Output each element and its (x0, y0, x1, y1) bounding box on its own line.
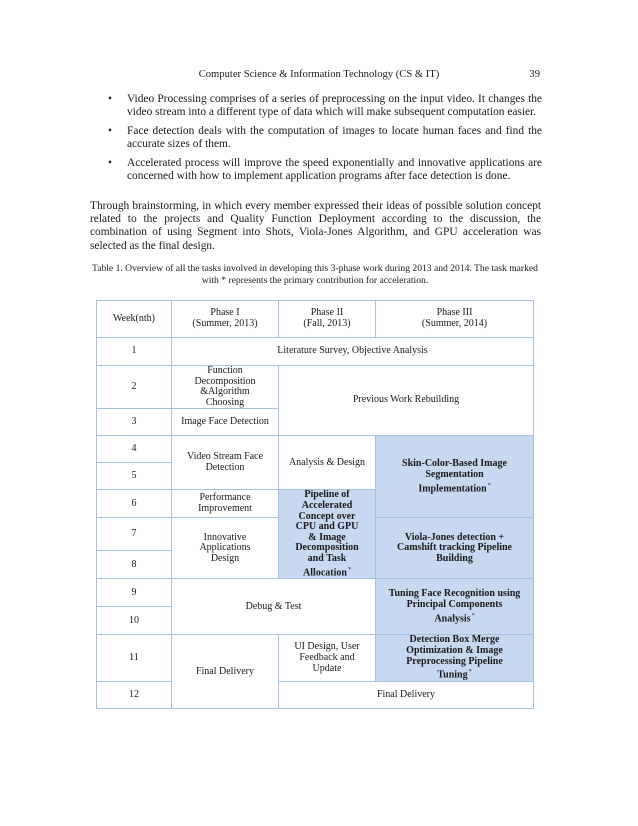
debug-test-cell: Debug & Test (172, 579, 376, 635)
skin-color-segmentation-cell (376, 436, 534, 518)
week-cell: 12 (97, 682, 172, 709)
literature-survey-cell: Literature Survey, Objective Analysis (172, 338, 534, 366)
page-number: 39 (529, 69, 540, 80)
week-cell: 5 (97, 463, 172, 490)
week-cell: 9 (97, 579, 172, 607)
bullet-text: Video Processing comprises of a series of preprocessing on the input video. It changes the video stream into a different type of data which will make subsequent computation easier. (127, 93, 542, 118)
table-caption: Table 1. Overview of all the tasks involved in developing this 3-phase work during 2013 and 2014. The task marked with * represents the primary contribution for acceleration. (92, 263, 538, 286)
skin-color-segmentation-label: Skin-Color-Based Image Segmentation Implementation (402, 458, 507, 494)
final-delivery-cell: Final Delivery (279, 682, 534, 709)
header-phase-3: Phase III (Summer, 2014) (376, 301, 534, 338)
previous-work-cell: Previous Work Rebuilding (279, 366, 534, 436)
task-table (96, 300, 534, 709)
table-row (97, 366, 534, 409)
header-week: Week(nth) (97, 301, 172, 338)
body-paragraph: Through brainstorming, in which every member expressed their ideas of possible solution concept related to the projects and Quality Function Deployment according to the discussion, the combination of using Segment into Shots, Viola-Jones Algorithm, and GPU acceleration was selected as the final design. (90, 200, 541, 252)
ui-design-cell: UI Design, User Feedback and Update (279, 635, 376, 682)
viola-jones-cell: Viola-Jones detection + Camshift tracking Pipeline Building (376, 518, 534, 579)
table-row (97, 635, 534, 682)
bullet-item (104, 125, 542, 151)
bullet-item (104, 157, 542, 183)
week-cell: 4 (97, 436, 172, 463)
week-cell: 11 (97, 635, 172, 682)
primary-contribution-mark: * (487, 482, 491, 489)
week-cell: 8 (97, 551, 172, 579)
pipeline-acceleration-cell (279, 490, 376, 579)
table-row (97, 579, 534, 607)
journal-title: Computer Science & Information Technology (CS & IT) (198, 69, 440, 80)
table-row (97, 682, 534, 709)
header-phase-2: Phase II (Fall, 2013) (279, 301, 376, 338)
bullet-icon: • (108, 157, 112, 169)
primary-contribution-mark: * (468, 669, 472, 676)
image-face-detection-cell: Image Face Detection (172, 409, 279, 436)
table-header-row (97, 301, 534, 338)
week-cell: 3 (97, 409, 172, 436)
bullet-text: Accelerated process will improve the speed exponentially and innovative applications are concerned with how to implement application programs after face detection is done. (127, 157, 542, 182)
final-delivery-phase1-cell: Final Delivery (172, 635, 279, 709)
analysis-design-cell: Analysis & Design (279, 436, 376, 490)
week-cell: 6 (97, 490, 172, 518)
week-cell: 7 (97, 518, 172, 551)
primary-contribution-mark: * (471, 612, 475, 619)
week-cell: 2 (97, 366, 172, 409)
performance-improvement-cell: Performance Improvement (172, 490, 279, 518)
bullet-icon: • (108, 125, 112, 137)
detection-box-label: Detection Box Merge Optimization & Image Preprocessing Pipeline Tuning (406, 634, 503, 681)
table-row (97, 436, 534, 463)
week-cell: 10 (97, 607, 172, 635)
bullet-text: Face detection deals with the computation of images to locate human faces and find the accurate sizes of them. (127, 125, 542, 150)
bullet-item (104, 93, 542, 119)
header-phase-1: Phase I (Summer, 2013) (172, 301, 279, 338)
detection-box-cell (376, 635, 534, 682)
pipeline-acceleration-label: Pipeline of Accelerated Concept over CPU and GPU & Image Decomposition and Task Allocation (295, 489, 359, 578)
primary-contribution-mark: * (347, 566, 351, 573)
bullet-list (104, 93, 542, 189)
week-cell: 1 (97, 338, 172, 366)
innovative-applications-cell: Innovative Applications Design (172, 518, 279, 579)
pca-tuning-cell (376, 579, 534, 635)
bullet-icon: • (108, 93, 112, 105)
function-decomposition-cell: Function Decomposition &Algorithm Choosing (172, 366, 279, 409)
video-stream-face-detection-cell: Video Stream Face Detection (172, 436, 279, 490)
table-row (97, 338, 534, 366)
pca-tuning-label: Tuning Face Recognition using Principal Components Analysis (388, 588, 521, 624)
